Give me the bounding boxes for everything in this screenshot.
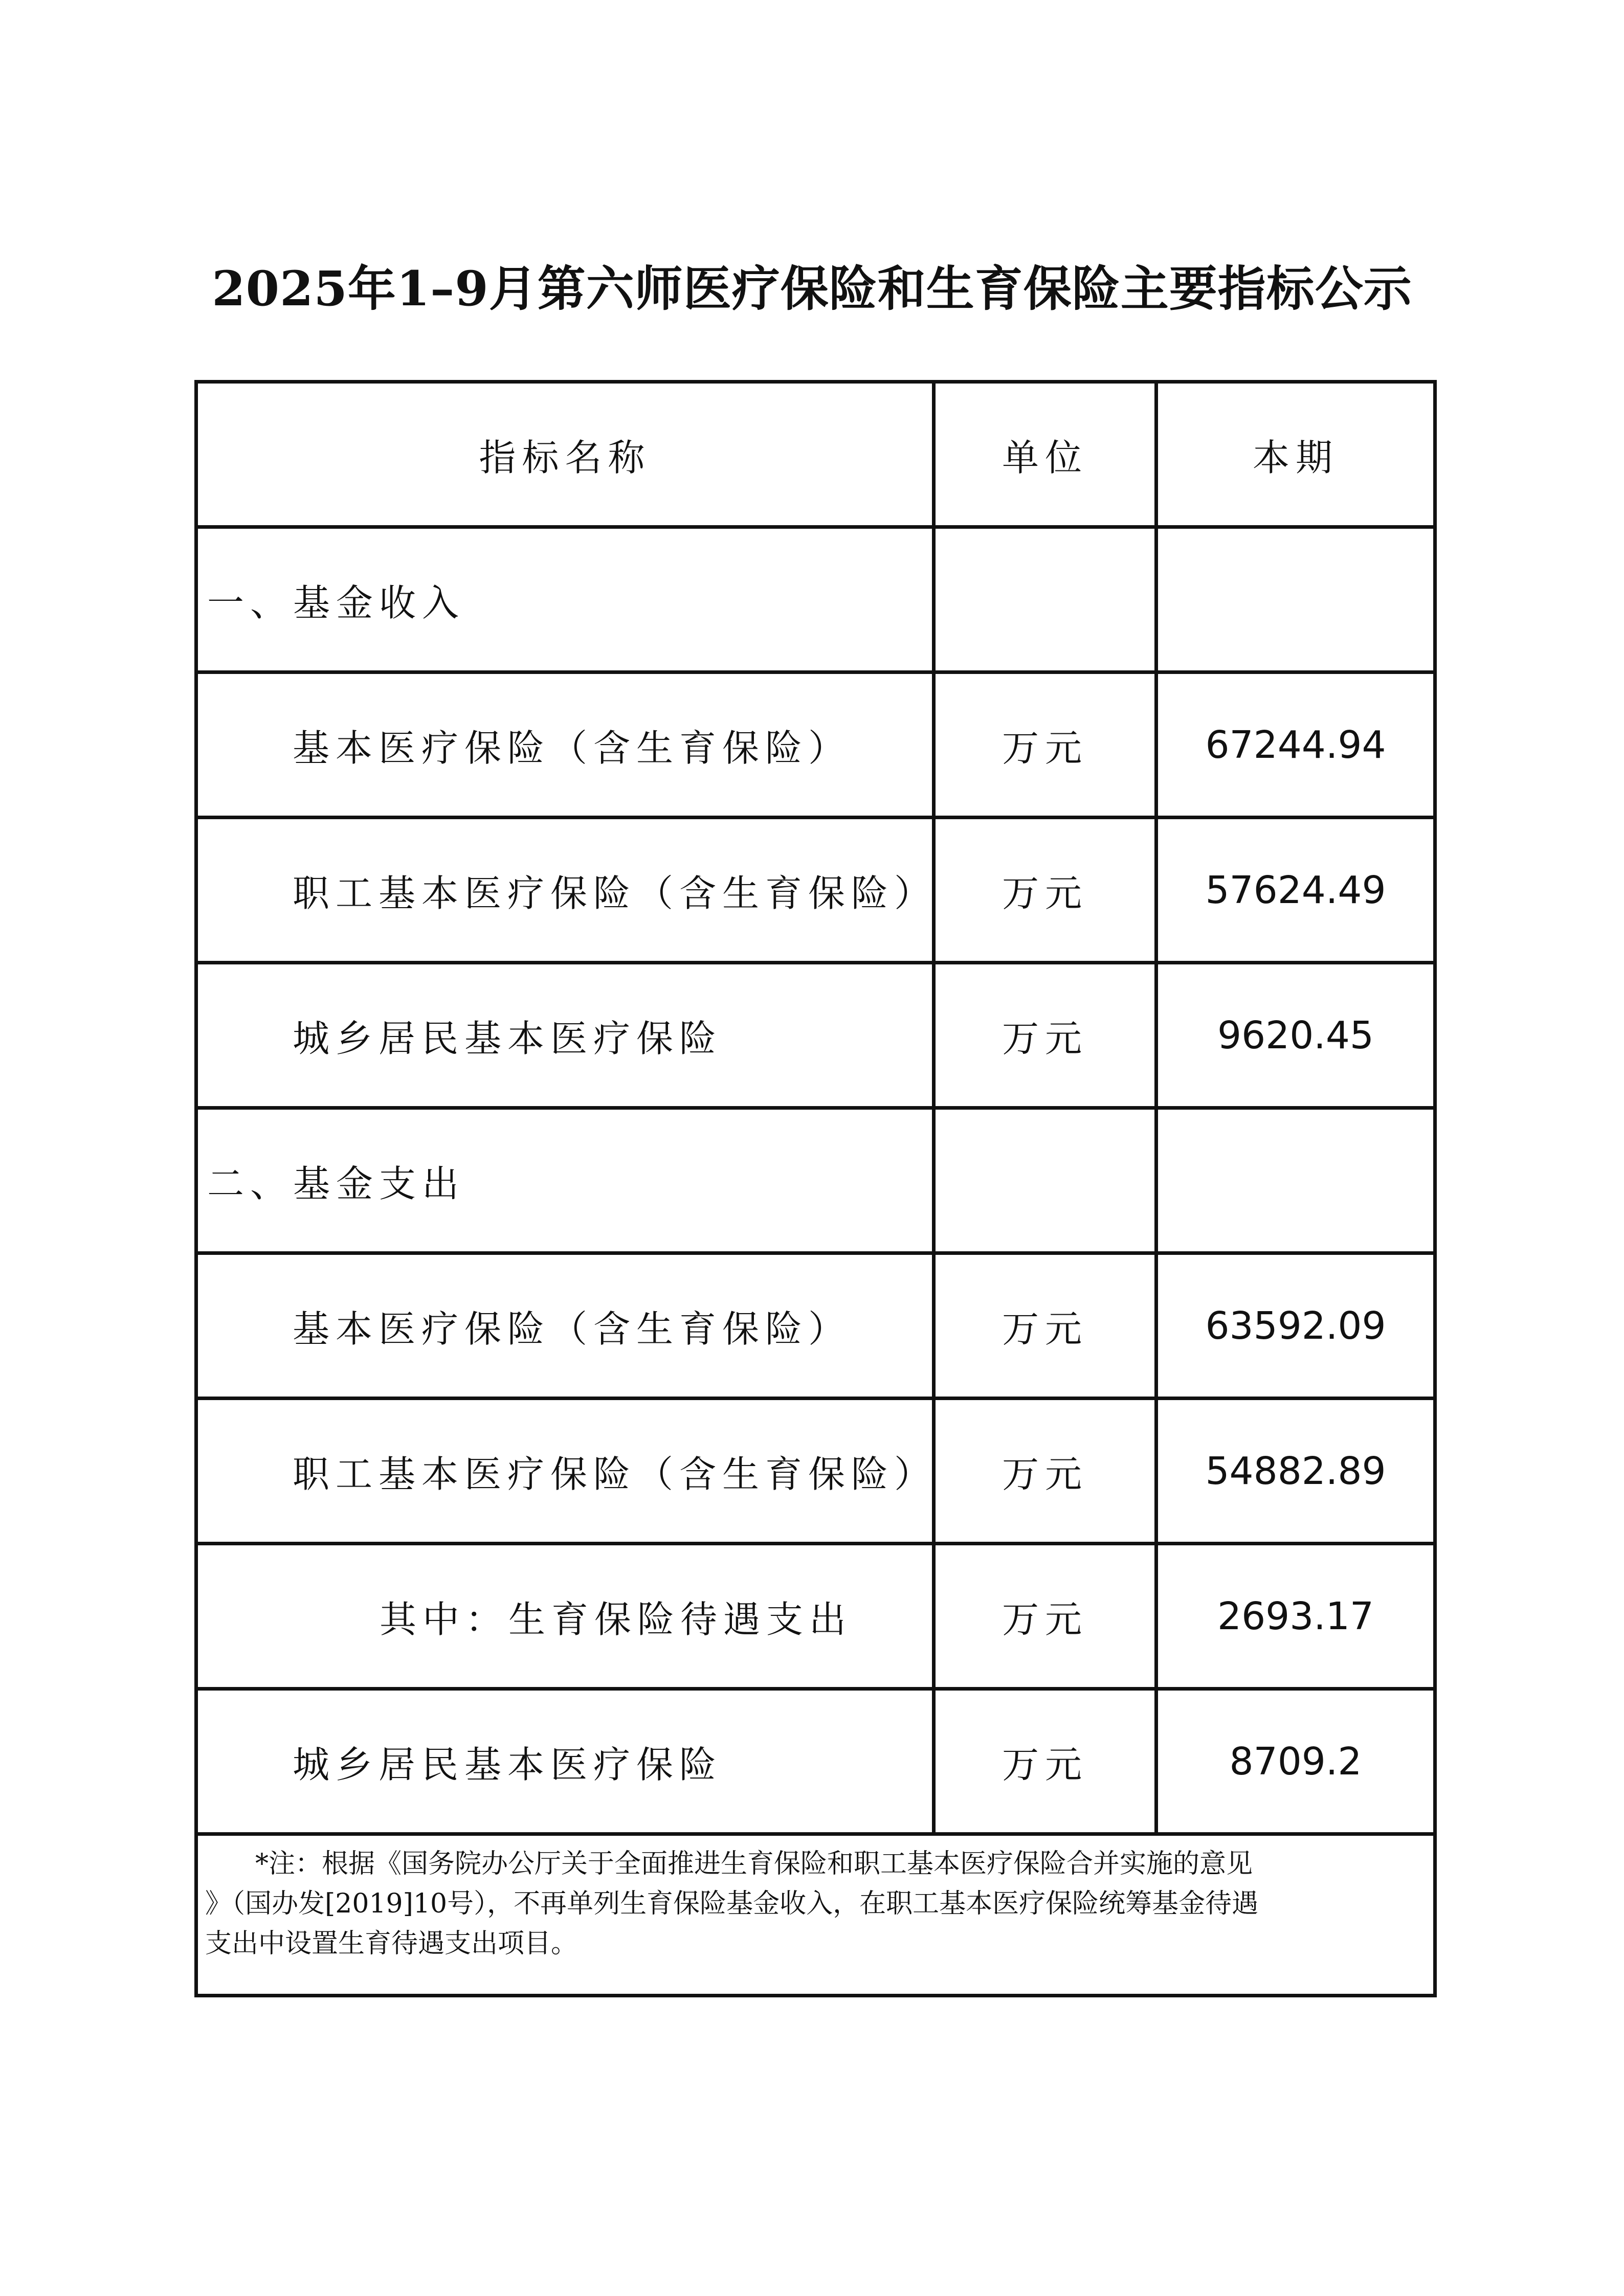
section-heading-income: 一、基金收入 (196, 527, 934, 672)
row-unit: 万元 (934, 1253, 1156, 1399)
footnote-line: 》（国办发[2019]10号），不再单列生育保险基金收入，在职工基本医疗保险统筹基金待遇 (205, 1888, 1259, 1919)
row-indicator-name: 其中：生育保险待遇支出 (196, 1544, 934, 1689)
table-row (196, 527, 1435, 672)
row-indicator-name: 城乡居民基本医疗保险 (196, 963, 934, 1108)
row-value (1156, 1108, 1435, 1253)
section-heading-expenditure: 二、基金支出 (196, 1108, 934, 1253)
row-indicator-name: 基本医疗保险（含生育保险） (196, 672, 934, 818)
row-value: 9620.45 (1156, 963, 1435, 1108)
row-value: 54882.89 (1156, 1399, 1435, 1544)
footnote-line: 支出中设置生育待遇支出项目。 (205, 1928, 578, 1959)
row-value (1156, 527, 1435, 672)
indicator-table (194, 380, 1437, 1997)
header-unit: 单位 (934, 382, 1156, 527)
header-current-period: 本期 (1156, 382, 1435, 527)
row-value: 57624.49 (1156, 818, 1435, 963)
table-row (196, 818, 1435, 963)
table-row (196, 1108, 1435, 1253)
row-unit: 万元 (934, 963, 1156, 1108)
row-unit: 万元 (934, 818, 1156, 963)
row-indicator-name: 基本医疗保险（含生育保险） (196, 1253, 934, 1399)
row-value: 63592.09 (1156, 1253, 1435, 1399)
row-indicator-name: 城乡居民基本医疗保险 (196, 1689, 934, 1834)
row-value: 67244.94 (1156, 672, 1435, 818)
document-title: 2025年1–9月第六师医疗保险和生育保险主要指标公示 (212, 261, 1412, 317)
row-unit (934, 1108, 1156, 1253)
row-unit: 万元 (934, 1399, 1156, 1544)
table-note-row (196, 1834, 1435, 1996)
row-value: 8709.2 (1156, 1689, 1435, 1834)
table-row (196, 672, 1435, 818)
table-footnote (196, 1834, 1435, 1996)
row-unit: 万元 (934, 672, 1156, 818)
table-row (196, 1399, 1435, 1544)
table-row (196, 1689, 1435, 1834)
header-indicator-name: 指标名称 (196, 382, 934, 527)
row-unit: 万元 (934, 1689, 1156, 1834)
row-indicator-name: 职工基本医疗保险（含生育保险） (196, 818, 934, 963)
row-unit: 万元 (934, 1544, 1156, 1689)
row-unit (934, 527, 1156, 672)
table-row (196, 963, 1435, 1108)
table-header-row (196, 382, 1435, 527)
footnote-line: *注：根据《国务院办公厅关于全面推进生育保险和职工基本医疗保险合并实施的意见 (255, 1849, 1253, 1879)
row-indicator-name: 职工基本医疗保险（含生育保险） (196, 1399, 934, 1544)
row-value: 2693.17 (1156, 1544, 1435, 1689)
table-row (196, 1253, 1435, 1399)
table-row (196, 1544, 1435, 1689)
